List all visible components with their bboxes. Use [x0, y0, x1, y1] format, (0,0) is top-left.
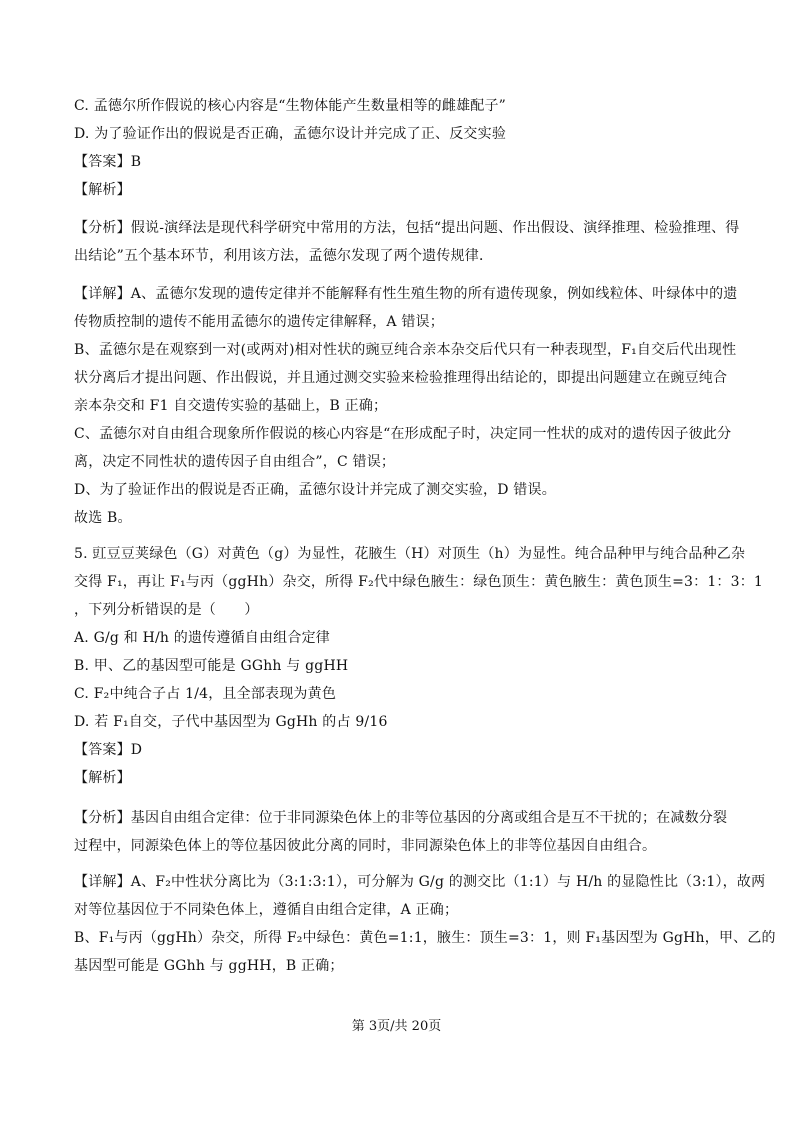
text-line: 基因型可能是 GGhh 与 ggHH，B 正确； — [74, 958, 344, 974]
text-line: C. F₂中纯合子占 1/4，且全部表现为黄色 — [74, 686, 337, 702]
text-line: 传物质控制的遗传不能用孟德尔的遗传定律解释，A 错误； — [74, 314, 444, 330]
text-line: D. 为了验证作出的假说是否正确，孟德尔设计并完成了正、反交实验 — [74, 126, 507, 142]
text-line: 过程中，同源染色体上的等位基因彼此分离的同时，非同源染色体上的非等位基因自由组合。 — [74, 838, 657, 854]
text-line: 亲本杂交和 F1 自交遗传实验的基础上，B 正确； — [74, 398, 388, 414]
text-line: C、孟德尔对自由组合现象所作假说的核心内容是“在形成配子时，决定同一性状的成对的遗传因子彼此分 — [74, 426, 732, 442]
text-line: 【详解】A、F₂中性状分离比为（3:1:3:1），可分解为 G/g 的测交比（1:1）与 H/h 的显隐性比（3:1），故两 — [74, 874, 766, 890]
text-line: 【答案】D — [74, 742, 143, 758]
text-line: 【分析】假说-演绎法是现代科学研究中常用的方法，包括“提出问题、作出假设、演绎推理、检验推理、得 — [74, 220, 740, 236]
text-line: B. 甲、乙的基因型可能是 GGhh 与 ggHH — [74, 658, 349, 674]
text-line: 【分析】基因自由组合定律：位于非同源染色体上的非等位基因的分离或组合是互不干扰的；在减数分裂 — [74, 810, 728, 826]
page-footer: 第 3页/共 20页 — [351, 1019, 442, 1034]
text-line: 5. 豇豆豆荚绿色（G）对黄色（g）为显性，花腋生（H）对顶生（h）为显性。纯合品种甲与纯合品种乙杂 — [74, 546, 746, 562]
text-line: D、为了验证作出的假说是否正确，孟德尔设计并完成了测交实验，D 错误。 — [74, 482, 556, 498]
text-line: C. 孟德尔所作假说的核心内容是“生物体能产生数量相等的雌雄配子” — [74, 98, 507, 114]
text-line: 交得 F₁，再让 F₁与丙（ggHh）杂交，所得 F₂代中绿色腋生：绿色顶生：黄色腋生：黄色顶生=3：1：3：1 — [74, 574, 764, 590]
text-line: D. 若 F₁自交，子代中基因型为 GgHh 的占 9/16 — [74, 714, 388, 730]
text-line: 状分离后才提出问题、作出假说，并且通过测交实验来检验推理得出结论的，即提出问题建立在豌豆纯合 — [74, 370, 728, 386]
text-line: ，下列分析错误的是（ ） — [74, 602, 259, 618]
text-line: A. G/g 和 H/h 的遗传遵循自由组合定律 — [74, 630, 330, 646]
text-line: 【解析】 — [74, 770, 131, 786]
text-line: 【答案】B — [74, 154, 142, 170]
text-line: 【详解】A、孟德尔发现的遗传定律并不能解释有性生殖生物的所有遗传现象，例如线粒体、叶绿体中的遗 — [74, 286, 738, 302]
text-line: B、F₁与丙（ggHh）杂交，所得 F₂中绿色：黄色=1:1，腋生：顶生=3：1，则 F₁基因型为 GgHh，甲、乙的 — [74, 930, 776, 946]
text-line: 故选 B。 — [74, 510, 132, 526]
text-line: B、孟德尔是在观察到一对(或两对)相对性状的豌豆纯合亲本杂交后代只有一种表现型，F₁自交后代出现性 — [74, 342, 737, 358]
text-line: 出结论”五个基本环节，利用该方法，孟德尔发现了两个遗传规律． — [74, 248, 494, 264]
text-line: 对等位基因位于不同染色体上，遵循自由组合定律，A 正确； — [74, 902, 459, 918]
text-line: 【解析】 — [74, 182, 131, 198]
text-line: 离，决定不同性状的遗传因子自由组合”，C 错误； — [74, 454, 396, 470]
